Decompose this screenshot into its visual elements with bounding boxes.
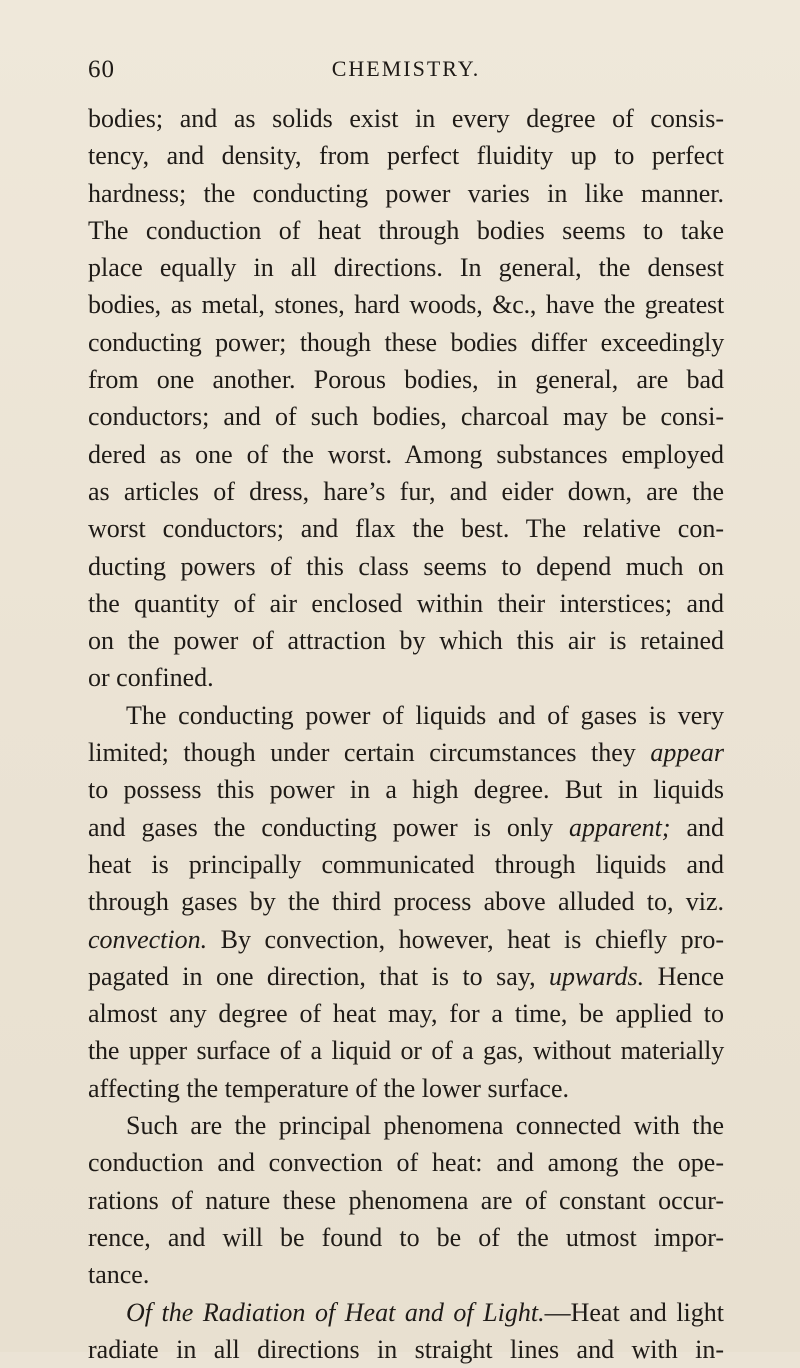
text-line: ducting powers of this class seems to depend much on	[88, 551, 724, 581]
text-run: pagated in one direction, that is to say,	[88, 961, 550, 991]
text-line: place equally in all directions. In general, the densest	[88, 253, 724, 283]
text-line: to possess this power in a high degree. But in liquids	[88, 775, 724, 805]
text-run: limited; though under certain circumstances they	[88, 738, 651, 768]
text-line: dered as one of the worst. Among substances employed	[88, 439, 724, 469]
text-line	[88, 1294, 724, 1331]
text-line: conductors; and of such bodies, charcoal may be consi-	[88, 402, 724, 432]
text-line: heat is principally communicated through liquids and	[88, 849, 724, 879]
page-header	[88, 56, 724, 92]
text-line: from one another. Porous bodies, in general, are bad	[88, 365, 724, 395]
italic-run: convection.	[88, 924, 208, 954]
text-run: Hence	[644, 961, 724, 991]
text-line: as articles of dress, hare’s fur, and eider down, are the	[88, 476, 724, 506]
text-line	[88, 958, 724, 995]
text-line: the quantity of air enclosed within their interstices; and	[88, 588, 724, 618]
text-run: By convection, however, heat is chiefly pro-	[207, 924, 724, 954]
text-line: worst conductors; and flax the best. The relative con-	[88, 514, 724, 544]
text-line	[88, 809, 724, 846]
text-line: almost any degree of heat may, for a time, be applied to	[88, 999, 724, 1029]
running-head: CHEMISTRY.	[331, 56, 481, 81]
italic-run: upwards.	[549, 961, 645, 991]
text-line: The conducting power of liquids and of gases is very	[126, 700, 724, 730]
text-line: the upper surface of a liquid or of a gas, without materially	[88, 1036, 724, 1066]
text-line: bodies; and as solids exist in every degree of consis-	[88, 104, 724, 133]
text-line: rence, and will be found to be of the utmost impor-	[88, 1222, 724, 1252]
text-line: tency, and density, from perfect fluidity up to perfect	[88, 141, 724, 171]
text-line: rations of nature these phenomena are of constant occur-	[88, 1185, 724, 1215]
text-run: and gases the conducting power is only	[88, 812, 569, 842]
italic-run: Of the Radiation of Heat and of Light.	[126, 1297, 545, 1327]
italic-run: appear	[650, 738, 724, 768]
page-number: 60	[88, 56, 115, 83]
text-line: hardness; the conducting power varies in like manner.	[88, 178, 724, 208]
text-line: affecting the temperature of the lower surface.	[88, 1073, 569, 1103]
text-run: and	[670, 812, 725, 842]
text-line	[88, 734, 724, 771]
text-line: radiate in all directions in straight lines and with in-	[88, 1334, 724, 1364]
text-run: —Heat and light	[544, 1297, 724, 1327]
text-line: or confined.	[88, 663, 214, 693]
text-line: The conduction of heat through bodies seems to take	[88, 215, 724, 245]
text-line: on the power of attraction by which this air is retained	[88, 626, 724, 656]
body-text	[88, 100, 724, 1368]
italic-run: apparent;	[568, 812, 671, 842]
text-line: Such are the principal phenomena connected with the	[126, 1111, 724, 1141]
text-line: conducting power; though these bodies differ exceedingly	[88, 327, 724, 357]
text-line: conduction and convection of heat: and among the ope-	[88, 1148, 724, 1178]
text-line: tance.	[88, 1260, 150, 1290]
text-line: bodies, as metal, stones, hard woods, &c., have the greatest	[88, 290, 724, 320]
text-line: through gases by the third process above alluded to, viz.	[88, 887, 724, 917]
text-line	[88, 921, 724, 958]
